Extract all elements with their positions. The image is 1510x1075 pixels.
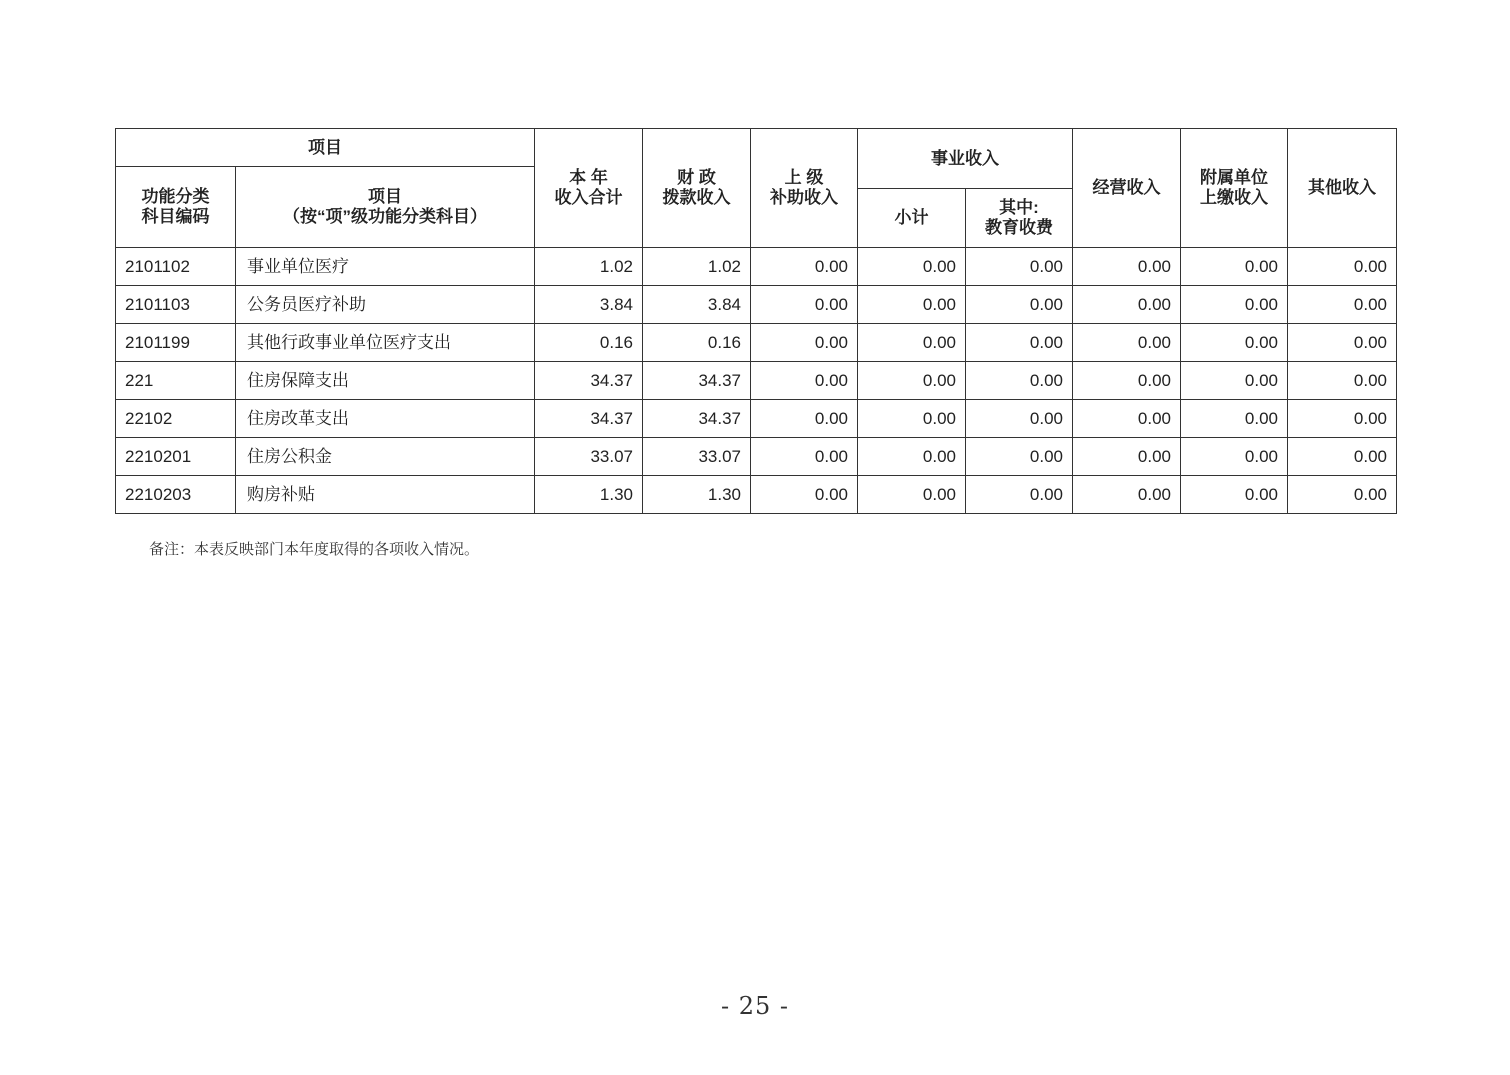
code-cell: 2101103 (116, 286, 236, 324)
business-subtotal-cell: 0.00 (858, 400, 966, 438)
affiliated-cell: 0.00 (1181, 438, 1288, 476)
other-cell: 0.00 (1288, 362, 1397, 400)
business-education-cell: 0.00 (966, 324, 1073, 362)
affiliated-cell: 0.00 (1181, 400, 1288, 438)
business-subtotal-cell: 0.00 (858, 248, 966, 286)
total-cell: 0.16 (535, 324, 643, 362)
page-number: - 25 - (720, 992, 789, 1020)
fiscal-cell: 1.30 (643, 476, 751, 514)
code-cell: 2210203 (116, 476, 236, 514)
other-cell: 0.00 (1288, 476, 1397, 514)
business-subtotal-cell: 0.00 (858, 286, 966, 324)
operating-cell: 0.00 (1073, 400, 1181, 438)
name-cell: 事业单位医疗 (236, 248, 535, 286)
operating-cell: 0.00 (1073, 324, 1181, 362)
business-education-cell: 0.00 (966, 362, 1073, 400)
total-cell: 34.37 (535, 362, 643, 400)
affiliated-cell: 0.00 (1181, 362, 1288, 400)
table-row (116, 438, 1397, 476)
total-cell: 33.07 (535, 438, 643, 476)
operating-cell: 0.00 (1073, 286, 1181, 324)
fiscal-cell: 34.37 (643, 362, 751, 400)
table-note: 备注：本表反映部门本年度取得的各项收入情况。 (149, 540, 480, 558)
other-cell: 0.00 (1288, 324, 1397, 362)
header-function-code: 功能分类 科目编码 (116, 167, 236, 248)
superior-cell: 0.00 (751, 362, 858, 400)
table-row (116, 286, 1397, 324)
other-cell: 0.00 (1288, 248, 1397, 286)
income-table (115, 128, 1397, 514)
operating-cell: 0.00 (1073, 248, 1181, 286)
superior-cell: 0.00 (751, 476, 858, 514)
business-subtotal-cell: 0.00 (858, 438, 966, 476)
business-education-cell: 0.00 (966, 476, 1073, 514)
name-cell: 住房保障支出 (236, 362, 535, 400)
code-cell: 2101199 (116, 324, 236, 362)
total-cell: 34.37 (535, 400, 643, 438)
fiscal-cell: 34.37 (643, 400, 751, 438)
fiscal-cell: 0.16 (643, 324, 751, 362)
superior-cell: 0.00 (751, 248, 858, 286)
header-item-name: 项目 （按“项”级功能分类科目） (236, 167, 535, 248)
name-cell: 公务员医疗补助 (236, 286, 535, 324)
affiliated-cell: 0.00 (1181, 476, 1288, 514)
header-business-income: 事业收入 (858, 129, 1073, 189)
fiscal-cell: 1.02 (643, 248, 751, 286)
affiliated-cell: 0.00 (1181, 248, 1288, 286)
table-row (116, 400, 1397, 438)
affiliated-cell: 0.00 (1181, 286, 1288, 324)
superior-cell: 0.00 (751, 286, 858, 324)
operating-cell: 0.00 (1073, 476, 1181, 514)
superior-cell: 0.00 (751, 324, 858, 362)
table-body (116, 248, 1397, 514)
name-cell: 购房补贴 (236, 476, 535, 514)
superior-cell: 0.00 (751, 400, 858, 438)
header-operating-income: 经营收入 (1073, 129, 1181, 248)
code-cell: 221 (116, 362, 236, 400)
business-education-cell: 0.00 (966, 400, 1073, 438)
header-superior-subsidy: 上 级 补助收入 (751, 129, 858, 248)
total-cell: 1.02 (535, 248, 643, 286)
business-education-cell: 0.00 (966, 248, 1073, 286)
business-subtotal-cell: 0.00 (858, 476, 966, 514)
table-row (116, 362, 1397, 400)
header-item: 项目 (116, 129, 535, 167)
name-cell: 其他行政事业单位医疗支出 (236, 324, 535, 362)
total-cell: 3.84 (535, 286, 643, 324)
fiscal-cell: 33.07 (643, 438, 751, 476)
name-cell: 住房公积金 (236, 438, 535, 476)
fiscal-cell: 3.84 (643, 286, 751, 324)
table-row (116, 324, 1397, 362)
header-affiliated-income: 附属单位 上缴收入 (1181, 129, 1288, 248)
code-cell: 2210201 (116, 438, 236, 476)
superior-cell: 0.00 (751, 438, 858, 476)
operating-cell: 0.00 (1073, 438, 1181, 476)
code-cell: 2101102 (116, 248, 236, 286)
business-subtotal-cell: 0.00 (858, 362, 966, 400)
other-cell: 0.00 (1288, 438, 1397, 476)
operating-cell: 0.00 (1073, 362, 1181, 400)
header-total-income: 本 年 收入合计 (535, 129, 643, 248)
header-other-income: 其他收入 (1288, 129, 1397, 248)
business-education-cell: 0.00 (966, 438, 1073, 476)
code-cell: 22102 (116, 400, 236, 438)
business-education-cell: 0.00 (966, 286, 1073, 324)
table-row (116, 248, 1397, 286)
name-cell: 住房改革支出 (236, 400, 535, 438)
affiliated-cell: 0.00 (1181, 324, 1288, 362)
table-row (116, 476, 1397, 514)
other-cell: 0.00 (1288, 286, 1397, 324)
table-header (116, 129, 1397, 248)
total-cell: 1.30 (535, 476, 643, 514)
other-cell: 0.00 (1288, 400, 1397, 438)
business-subtotal-cell: 0.00 (858, 324, 966, 362)
header-business-subtotal: 小计 (858, 189, 966, 248)
header-fiscal-appropriation: 财 政 拨款收入 (643, 129, 751, 248)
header-business-education-fee: 其中: 教育收费 (966, 189, 1073, 248)
